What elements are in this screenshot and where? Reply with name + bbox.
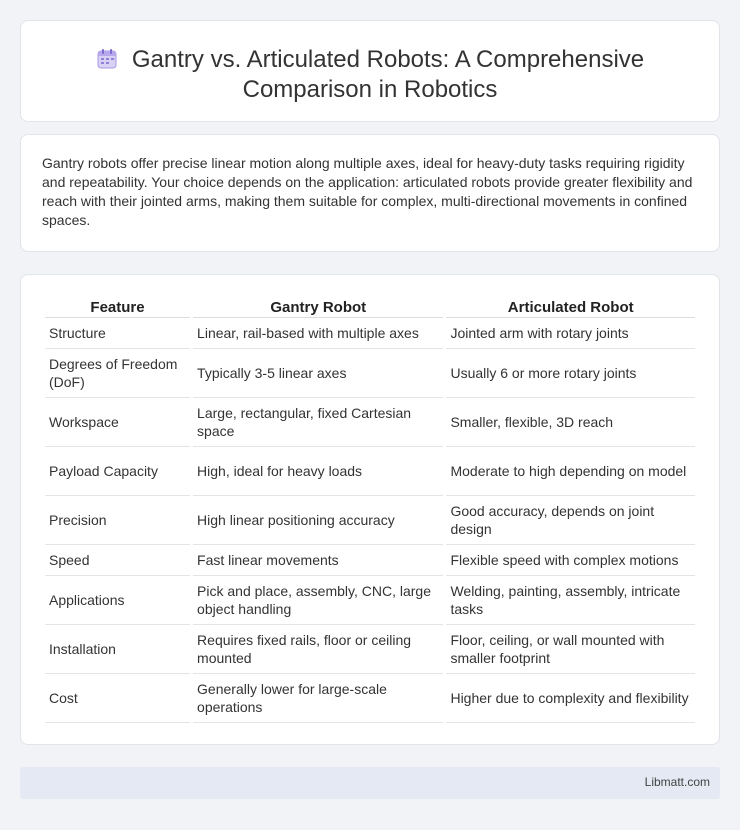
feature-cell: Cost <box>45 674 190 723</box>
gantry-cell: Large, rectangular, fixed Cartesian space <box>193 398 443 447</box>
gantry-cell: Generally lower for large-scale operations <box>193 674 443 723</box>
feature-cell: Installation <box>45 625 190 674</box>
table-header-row <box>45 296 695 318</box>
feature-cell: Speed <box>45 545 190 576</box>
comparison-table <box>42 296 698 723</box>
title-line-1 <box>21 45 719 75</box>
articulated-cell: Welding, painting, assembly, intricate tasks <box>446 576 695 625</box>
gantry-cell: Typically 3-5 linear axes <box>193 349 443 398</box>
intro-card <box>20 134 720 252</box>
gantry-cell: High, ideal for heavy loads <box>193 447 443 496</box>
feature-cell: Workspace <box>45 398 190 447</box>
footer-brand-link[interactable]: Libmatt.com <box>644 775 710 789</box>
table-row <box>45 625 695 674</box>
articulated-cell: Moderate to high depending on model <box>446 447 695 496</box>
feature-cell: Applications <box>45 576 190 625</box>
feature-cell: Precision <box>45 496 190 545</box>
intro-paragraph: Gantry robots offer precise linear motion along multiple axes, ideal for heavy-duty tasks requiring rigidity and repeatability. Your choice depends on the application: articulated robots provide greater flexibility and reach with their jointed arms, making them suitable for complex, multi-directional movements in confined spaces. <box>42 155 693 228</box>
feature-cell: Payload Capacity <box>45 447 190 496</box>
header-articulated: Articulated Robot <box>446 296 695 318</box>
header-gantry: Gantry Robot <box>193 296 443 318</box>
header-feature: Feature <box>45 296 190 318</box>
footer <box>20 767 720 799</box>
title-card <box>20 20 720 122</box>
table-row <box>45 674 695 723</box>
calendar-icon <box>96 48 118 70</box>
table-row <box>45 496 695 545</box>
table-row <box>45 576 695 625</box>
gantry-cell: Linear, rail-based with multiple axes <box>193 318 443 349</box>
table-row <box>45 545 695 576</box>
page-title <box>21 45 719 105</box>
gantry-cell: Fast linear movements <box>193 545 443 576</box>
articulated-cell: Usually 6 or more rotary joints <box>446 349 695 398</box>
table-row <box>45 318 695 349</box>
table-row <box>45 349 695 398</box>
title-line-2: Comparison in Robotics <box>242 76 498 103</box>
articulated-cell: Floor, ceiling, or wall mounted with smaller footprint <box>446 625 695 674</box>
articulated-cell: Smaller, flexible, 3D reach <box>446 398 695 447</box>
gantry-cell: High linear positioning accuracy <box>193 496 443 545</box>
articulated-cell: Jointed arm with rotary joints <box>446 318 695 349</box>
articulated-cell: Good accuracy, depends on joint design <box>446 496 695 545</box>
gantry-cell: Requires fixed rails, floor or ceiling mounted <box>193 625 443 674</box>
table-row <box>45 447 695 496</box>
articulated-cell: Higher due to complexity and flexibility <box>446 674 695 723</box>
feature-cell: Structure <box>45 318 190 349</box>
articulated-cell: Flexible speed with complex motions <box>446 545 695 576</box>
comparison-card <box>20 274 720 745</box>
feature-cell: Degrees of Freedom (DoF) <box>45 349 190 398</box>
table-row <box>45 398 695 447</box>
gantry-cell: Pick and place, assembly, CNC, large object handling <box>193 576 443 625</box>
title-text-1: Gantry vs. Articulated Robots: A Comprehensive <box>131 46 645 73</box>
